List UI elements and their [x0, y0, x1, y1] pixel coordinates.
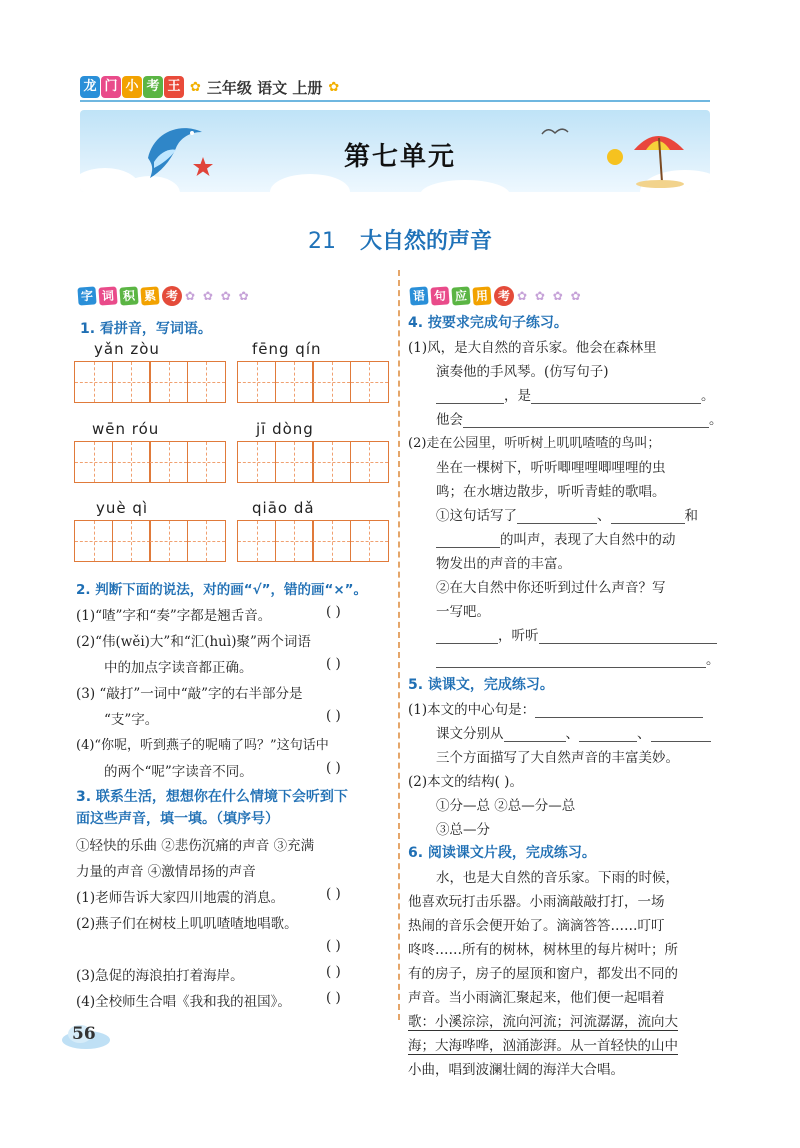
pinyin-label: yuè qì	[96, 499, 149, 517]
badge-tile: 应	[451, 286, 470, 305]
q1-title: 1. 看拼音，写词语。	[80, 321, 212, 337]
badge-tile: 积	[119, 286, 138, 305]
passage-line: 咚咚……所有的树林，树林里的每片树叶；所	[408, 942, 678, 958]
writing-grid[interactable]	[237, 520, 387, 562]
unit-title: 第七单元	[343, 142, 456, 172]
kao-badge: 考	[494, 286, 514, 306]
q2-line: (2)“伟(wěi)大”和“汇(huì)聚”两个词语	[76, 634, 311, 650]
answer-paren[interactable]: ( )	[326, 990, 341, 1006]
butterfly-icon: ✿ ✿ ✿ ✿	[185, 289, 251, 303]
brand-logo	[80, 76, 184, 98]
q4-text: 坐在一棵树下，听听唧哩哩唧哩哩的虫	[436, 460, 666, 476]
badge-tile: 累	[140, 286, 159, 305]
badge-tile: 字	[77, 286, 96, 305]
butterfly-icon: ✿	[328, 79, 340, 95]
answer-paren[interactable]: ( )	[326, 964, 341, 980]
answer-paren[interactable]: ( )	[326, 886, 341, 902]
answer-blank[interactable]	[436, 403, 504, 404]
q2-line: 中的加点字读音都正确。	[104, 660, 253, 676]
brand-char: 王	[164, 76, 184, 98]
writing-grid[interactable]	[74, 361, 224, 403]
q4-text: 物发出的声音的丰富。	[436, 556, 571, 572]
answer-paren[interactable]: ( )	[326, 938, 341, 954]
answer-blank[interactable]	[463, 427, 709, 428]
pinyin-label: fēng qín	[252, 340, 322, 358]
q4-text: 一写吧。	[436, 604, 490, 620]
brand-char: 龙	[80, 76, 100, 98]
lesson-number: 21	[307, 229, 336, 254]
answer-blank[interactable]	[436, 547, 500, 548]
q3-options: ①轻快的乐曲 ②悲伤沉痛的声音 ③充满	[76, 838, 315, 854]
q4-fill-line: 的叫声，表现了大自然中的动	[436, 528, 676, 548]
q2-line: 的两个“呢”字读音不同。	[104, 764, 253, 780]
lesson-name: 大自然的声音	[359, 229, 492, 254]
passage-line: 热闹的音乐会便开始了。滴滴答答……叮叮	[408, 918, 665, 934]
answer-paren[interactable]: ( )	[326, 708, 341, 724]
section-badge-vocabulary	[78, 286, 251, 306]
passage-line: 水，也是大自然的音乐家。下雨的时候，	[436, 870, 679, 886]
butterfly-icon: ✿ ✿ ✿ ✿	[517, 289, 583, 303]
q5-line: 课文分别从 、 、	[436, 722, 711, 742]
lesson-title	[0, 224, 800, 255]
brand-char: 考	[143, 76, 163, 98]
pinyin-label: wēn róu	[92, 420, 160, 438]
passage-line: 歌：小溪淙淙，流向河流；河流潺潺，流向大	[408, 1010, 678, 1031]
q2-line: (3) “敲打”一词中“敲”字的右半部分是	[76, 686, 303, 702]
answer-blank[interactable]	[579, 741, 637, 742]
badge-tile: 用	[472, 286, 491, 305]
q4-fill-line: ，是 。	[436, 384, 715, 404]
writing-grid[interactable]	[74, 441, 224, 483]
page-number-badge	[60, 1020, 112, 1050]
answer-blank[interactable]	[535, 717, 703, 718]
q4-fill-line: 。	[436, 648, 720, 668]
q4-text: ②在大自然中你还听到过什么声音？写	[436, 580, 666, 596]
brand-char: 门	[101, 76, 121, 98]
q5-option: ③总—分	[436, 822, 490, 838]
pinyin-label: qiāo dǎ	[252, 499, 315, 517]
q3-item: (3)急促的海浪拍打着海岸。	[76, 968, 244, 984]
q4-fill-line: 他会 。	[436, 412, 723, 428]
passage-line: 小曲，唱到波澜壮阔的海洋大合唱。	[408, 1062, 624, 1078]
kao-badge: 考	[162, 286, 182, 306]
q4-title: 4. 按要求完成句子练习。	[408, 315, 568, 331]
q4-text: (2)走在公园里，听听树上叽叽喳喳的鸟叫；	[408, 436, 661, 451]
q4-fill-line: ①这句话写了 、 和	[436, 508, 698, 524]
answer-blank[interactable]	[539, 643, 717, 644]
q5-option: ①分—总 ②总—分—总	[436, 798, 576, 814]
butterfly-icon: ✿	[190, 79, 201, 95]
answer-paren[interactable]: ( )	[326, 604, 341, 620]
brand-char: 小	[122, 76, 142, 98]
q5-line: (2)本文的结构( )。	[408, 774, 523, 790]
pinyin-label: yǎn zòu	[94, 340, 160, 358]
writing-grid[interactable]	[237, 361, 387, 403]
page-number: 56	[72, 1024, 96, 1044]
grade-label: 三年级 语文 上册	[206, 78, 323, 97]
badge-tile: 句	[430, 286, 449, 305]
q3-item: (2)燕子们在树枝上叽叽喳喳地唱歌。	[76, 916, 298, 932]
passage-line: 声音。当小雨滴汇聚起来，他们便一起唱着	[408, 990, 665, 1006]
passage-line: 他喜欢玩打击乐器。小雨滴敲敲打打，一场	[408, 894, 665, 910]
writing-grid[interactable]	[237, 441, 387, 483]
header-rule	[80, 100, 710, 102]
q3-options: 力量的声音 ④激情昂扬的声音	[76, 864, 256, 880]
passage-line: 海；大海哗哗，汹涌澎湃。从一首轻快的山中	[408, 1034, 678, 1055]
answer-paren[interactable]: ( )	[326, 760, 341, 776]
q3-title: 3. 联系生活，想想你在什么情境下会听到下	[76, 789, 348, 805]
writing-grid[interactable]	[74, 520, 224, 562]
answer-blank[interactable]	[517, 523, 597, 524]
header-brand	[80, 76, 339, 98]
q4-text: 鸣；在水塘边散步，听听青蛙的歌唱。	[436, 484, 666, 500]
answer-blank[interactable]	[436, 667, 706, 668]
q6-title: 6. 阅读课文片段，完成练习。	[408, 845, 596, 861]
q5-line: 三个方面描写了大自然声音的丰富美妙。	[436, 750, 679, 766]
answer-blank[interactable]	[611, 523, 685, 524]
answer-blank[interactable]	[436, 643, 498, 644]
answer-blank[interactable]	[651, 741, 711, 742]
badge-tile: 词	[98, 286, 117, 305]
q2-line: (4)“你呢，听到燕子的呢喃了吗？”这句话中	[76, 738, 329, 753]
q2-line: “支”字。	[104, 712, 159, 728]
q5-line: (1)本文的中心句是：	[408, 698, 703, 718]
pinyin-label: jī dòng	[256, 420, 314, 438]
q5-title: 5. 读课文，完成练习。	[408, 677, 554, 693]
q4-fill-line: ，听听	[436, 624, 717, 644]
answer-paren[interactable]: ( )	[326, 656, 341, 672]
passage-line: 有的房子，房子的屋顶和窗户，都发出不同的	[408, 966, 678, 982]
q3-item: (1)老师告诉大家四川地震的消息。	[76, 890, 285, 906]
q4-text: (1)风，是大自然的音乐家。他会在森林里	[408, 340, 657, 356]
answer-blank[interactable]	[531, 403, 701, 404]
badge-tile: 语	[409, 286, 428, 305]
answer-blank[interactable]	[504, 741, 566, 742]
q2-line: (1)“喳”字和“奏”字都是翘舌音。	[76, 608, 272, 624]
q3-item: (4)全校师生合唱《我和我的祖国》。	[76, 994, 291, 1010]
q3-title: 面这些声音，填一填。（填序号）	[76, 811, 279, 827]
q2-title: 2. 判断下面的说法，对的画“√”，错的画“×”。	[76, 582, 368, 598]
q4-text: 演奏他的手风琴。(仿写句子)	[436, 364, 609, 380]
column-divider	[398, 270, 400, 1020]
section-badge-sentences	[410, 286, 583, 306]
